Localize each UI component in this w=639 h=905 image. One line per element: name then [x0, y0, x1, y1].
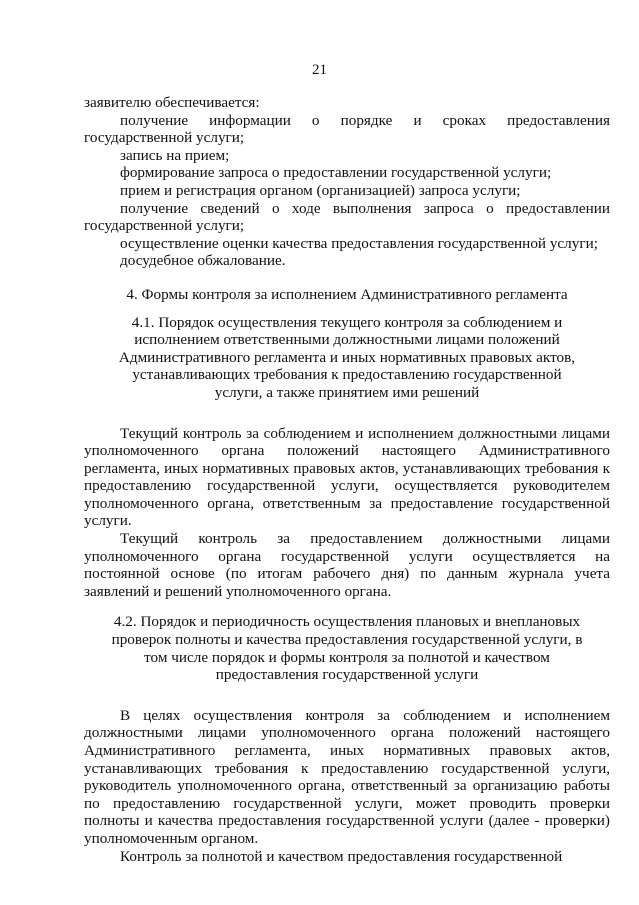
list-item: осуществление оценки качества предоставления государственной услуги; — [120, 234, 598, 252]
list-intro: заявителю обеспечивается: — [84, 94, 260, 111]
list-item: получение информации о порядке и сроках предоставления государственной услуги; — [84, 111, 610, 147]
paragraph: Текущий контроль за соблюдением и исполнением должностными лицами уполномоченного органа положений настоящего Административного регламента, иных нормативных правовых актов, устанавливающих требования к предоставлению государственной услуги, осуществляется руководителем уполномоченного органа, ответственным за предоставление государственной услуги. — [84, 424, 610, 530]
list-item: запись на прием; — [120, 146, 230, 164]
paragraph: Текущий контроль за предоставлением должностными лицами уполномоченного органа государственной услуги осуществляется на постоянной основе (по итогам рабочего дня) по данным журнала учета заявлений и решений уполномоченного органа. — [84, 530, 610, 600]
list-item: прием и регистрация органом (организацией) запроса услуги; — [120, 181, 521, 199]
list-item: формирование запроса о предоставлении государственной услуги; — [120, 164, 552, 182]
paragraph: В целях осуществления контроля за соблюдением и исполнением должностными лицами уполномоченного органа положений настоящего Административного регламента, иных нормативных правовых актов, устанавливающих требования к предоставлению государственной услуги, руководитель уполномоченного органа, ответственный за организацию работы по предоставлению государственной услуги, может проводить проверки полноты и качества предоставления государственной услуги (далее - проверки) уполномоченным органом. — [84, 706, 610, 847]
paragraph: Контроль за полнотой и качеством предоставления государственной — [120, 847, 563, 865]
list-item: досудебное обжалование. — [120, 252, 286, 270]
list-item: получение сведений о ходе выполнения запроса о предоставлении государственной услуги; — [84, 199, 610, 235]
section-4-1-heading: 4.1. Порядок осуществления текущего контроля за соблюдением и исполнением ответственными должностными лицами положений Административного регламента и иных нормативных правовых актов, устанавливающих требования к предоставлению государственной услуги, а также принятием ими решений — [118, 313, 576, 401]
section-4-2-heading: 4.2. Порядок и периодичность осуществления плановых и внеплановых проверок полноты и качества предоставления государственной услуги, в том числе порядок и формы контроля за полнотой и качеством предоставления государственной услуги — [111, 613, 583, 684]
section-4-heading: 4. Формы контроля за исполнением Административного регламента — [126, 285, 568, 303]
page-number: 21 — [312, 62, 327, 78]
document-body — [84, 94, 610, 865]
